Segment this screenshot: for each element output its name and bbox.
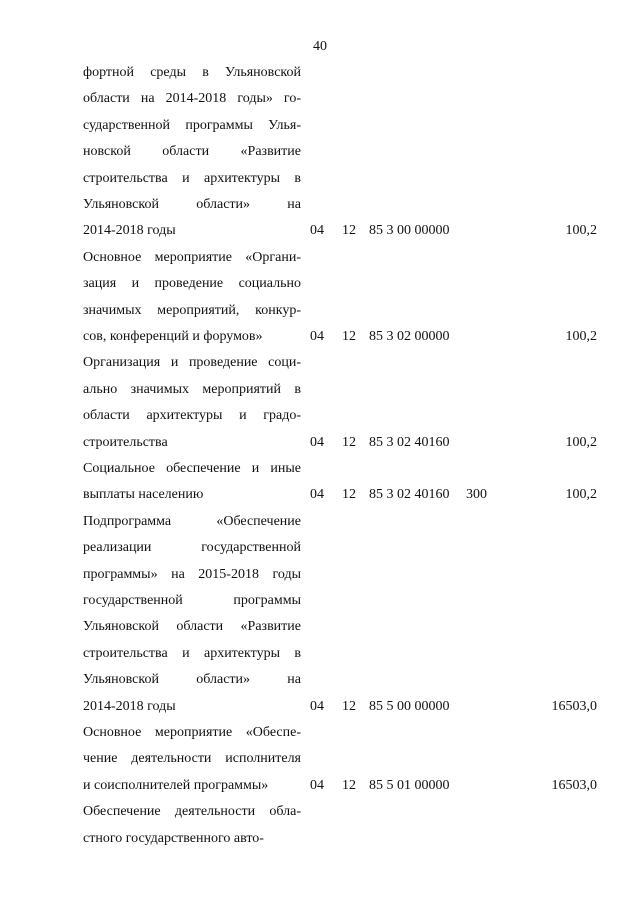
target-article-code: 85 3 00 00000 xyxy=(369,223,450,239)
description-line: строительства xyxy=(83,434,168,450)
description-line: зация и проведение социально xyxy=(83,276,301,292)
section-code: 04 xyxy=(310,777,324,793)
expense-type-code: 300 xyxy=(466,487,487,503)
subsection-code: 12 xyxy=(342,487,356,503)
description-line: Социальное обеспечение и иные xyxy=(83,461,301,476)
description-line: и соисполнителей программы» xyxy=(83,777,269,793)
description-line: Основное мероприятие «Обеспе- xyxy=(83,725,301,740)
section-code: 04 xyxy=(310,434,324,450)
description-line: Организация и проведение соци- xyxy=(83,355,301,371)
description-line: строительства и архитектуры в xyxy=(83,645,301,661)
description-line: Ульяновской области» на xyxy=(83,672,301,688)
description-line: 2014-2018 годы xyxy=(83,698,176,714)
description-line: строительства и архитектуры в xyxy=(83,170,301,186)
target-article-code: 85 5 01 00000 xyxy=(369,777,450,793)
row-description xyxy=(83,799,301,852)
description-line: 2014-2018 годы xyxy=(83,223,176,239)
amount-value: 100,2 xyxy=(565,487,597,503)
description-line: реализации государственной xyxy=(83,540,301,556)
target-article-code: 85 3 02 40160 xyxy=(369,434,450,450)
description-line: новской области «Развитие xyxy=(83,144,301,160)
description-line: области архитектуры и градо- xyxy=(83,408,301,424)
amount-value: 100,2 xyxy=(565,328,597,344)
description-line: сударственной программы Улья- xyxy=(83,117,301,133)
row-description xyxy=(83,245,301,351)
description-line: Обеспечение деятельности обла- xyxy=(83,804,301,820)
row-description xyxy=(83,350,301,456)
page-number: 40 xyxy=(313,39,327,54)
row-description xyxy=(83,60,301,245)
description-line: Ульяновской области» на xyxy=(83,196,301,212)
row-description xyxy=(83,509,301,720)
description-line: фортной среды в Ульяновской xyxy=(83,65,301,80)
description-line: Ульяновской области «Развитие xyxy=(83,619,301,635)
subsection-code: 12 xyxy=(342,328,356,344)
target-article-code: 85 5 00 00000 xyxy=(369,698,450,714)
description-line: чение деятельности исполнителя xyxy=(83,751,301,767)
description-line: государственной программы xyxy=(83,592,301,608)
target-article-code: 85 3 02 00000 xyxy=(369,328,450,344)
target-article-code: 85 3 02 40160 xyxy=(369,487,450,503)
description-line: Основное мероприятие «Органи- xyxy=(83,249,301,265)
section-code: 04 xyxy=(310,328,324,344)
amount-value: 100,2 xyxy=(565,223,597,239)
subsection-code: 12 xyxy=(342,777,356,793)
description-line: сов, конференций и форумов» xyxy=(83,328,263,344)
section-code: 04 xyxy=(310,698,324,714)
subsection-code: 12 xyxy=(342,223,356,239)
amount-value: 100,2 xyxy=(565,434,597,450)
description-line: области на 2014-2018 годы» го- xyxy=(83,91,301,107)
amount-value: 16503,0 xyxy=(551,698,597,714)
row-description xyxy=(83,720,301,799)
description-line: стного государственного авто- xyxy=(83,830,264,846)
row-description xyxy=(83,456,301,509)
description-line: Подпрограмма «Обеспечение xyxy=(83,513,301,529)
description-line: значимых мероприятий, конкур- xyxy=(83,302,301,318)
section-code: 04 xyxy=(310,223,324,239)
description-line: ально значимых мероприятий в xyxy=(83,381,301,397)
description-line: программы» на 2015-2018 годы xyxy=(83,566,301,582)
subsection-code: 12 xyxy=(342,698,356,714)
description-line: выплаты населению xyxy=(83,487,204,503)
subsection-code: 12 xyxy=(342,434,356,450)
section-code: 04 xyxy=(310,487,324,503)
amount-value: 16503,0 xyxy=(551,777,597,793)
